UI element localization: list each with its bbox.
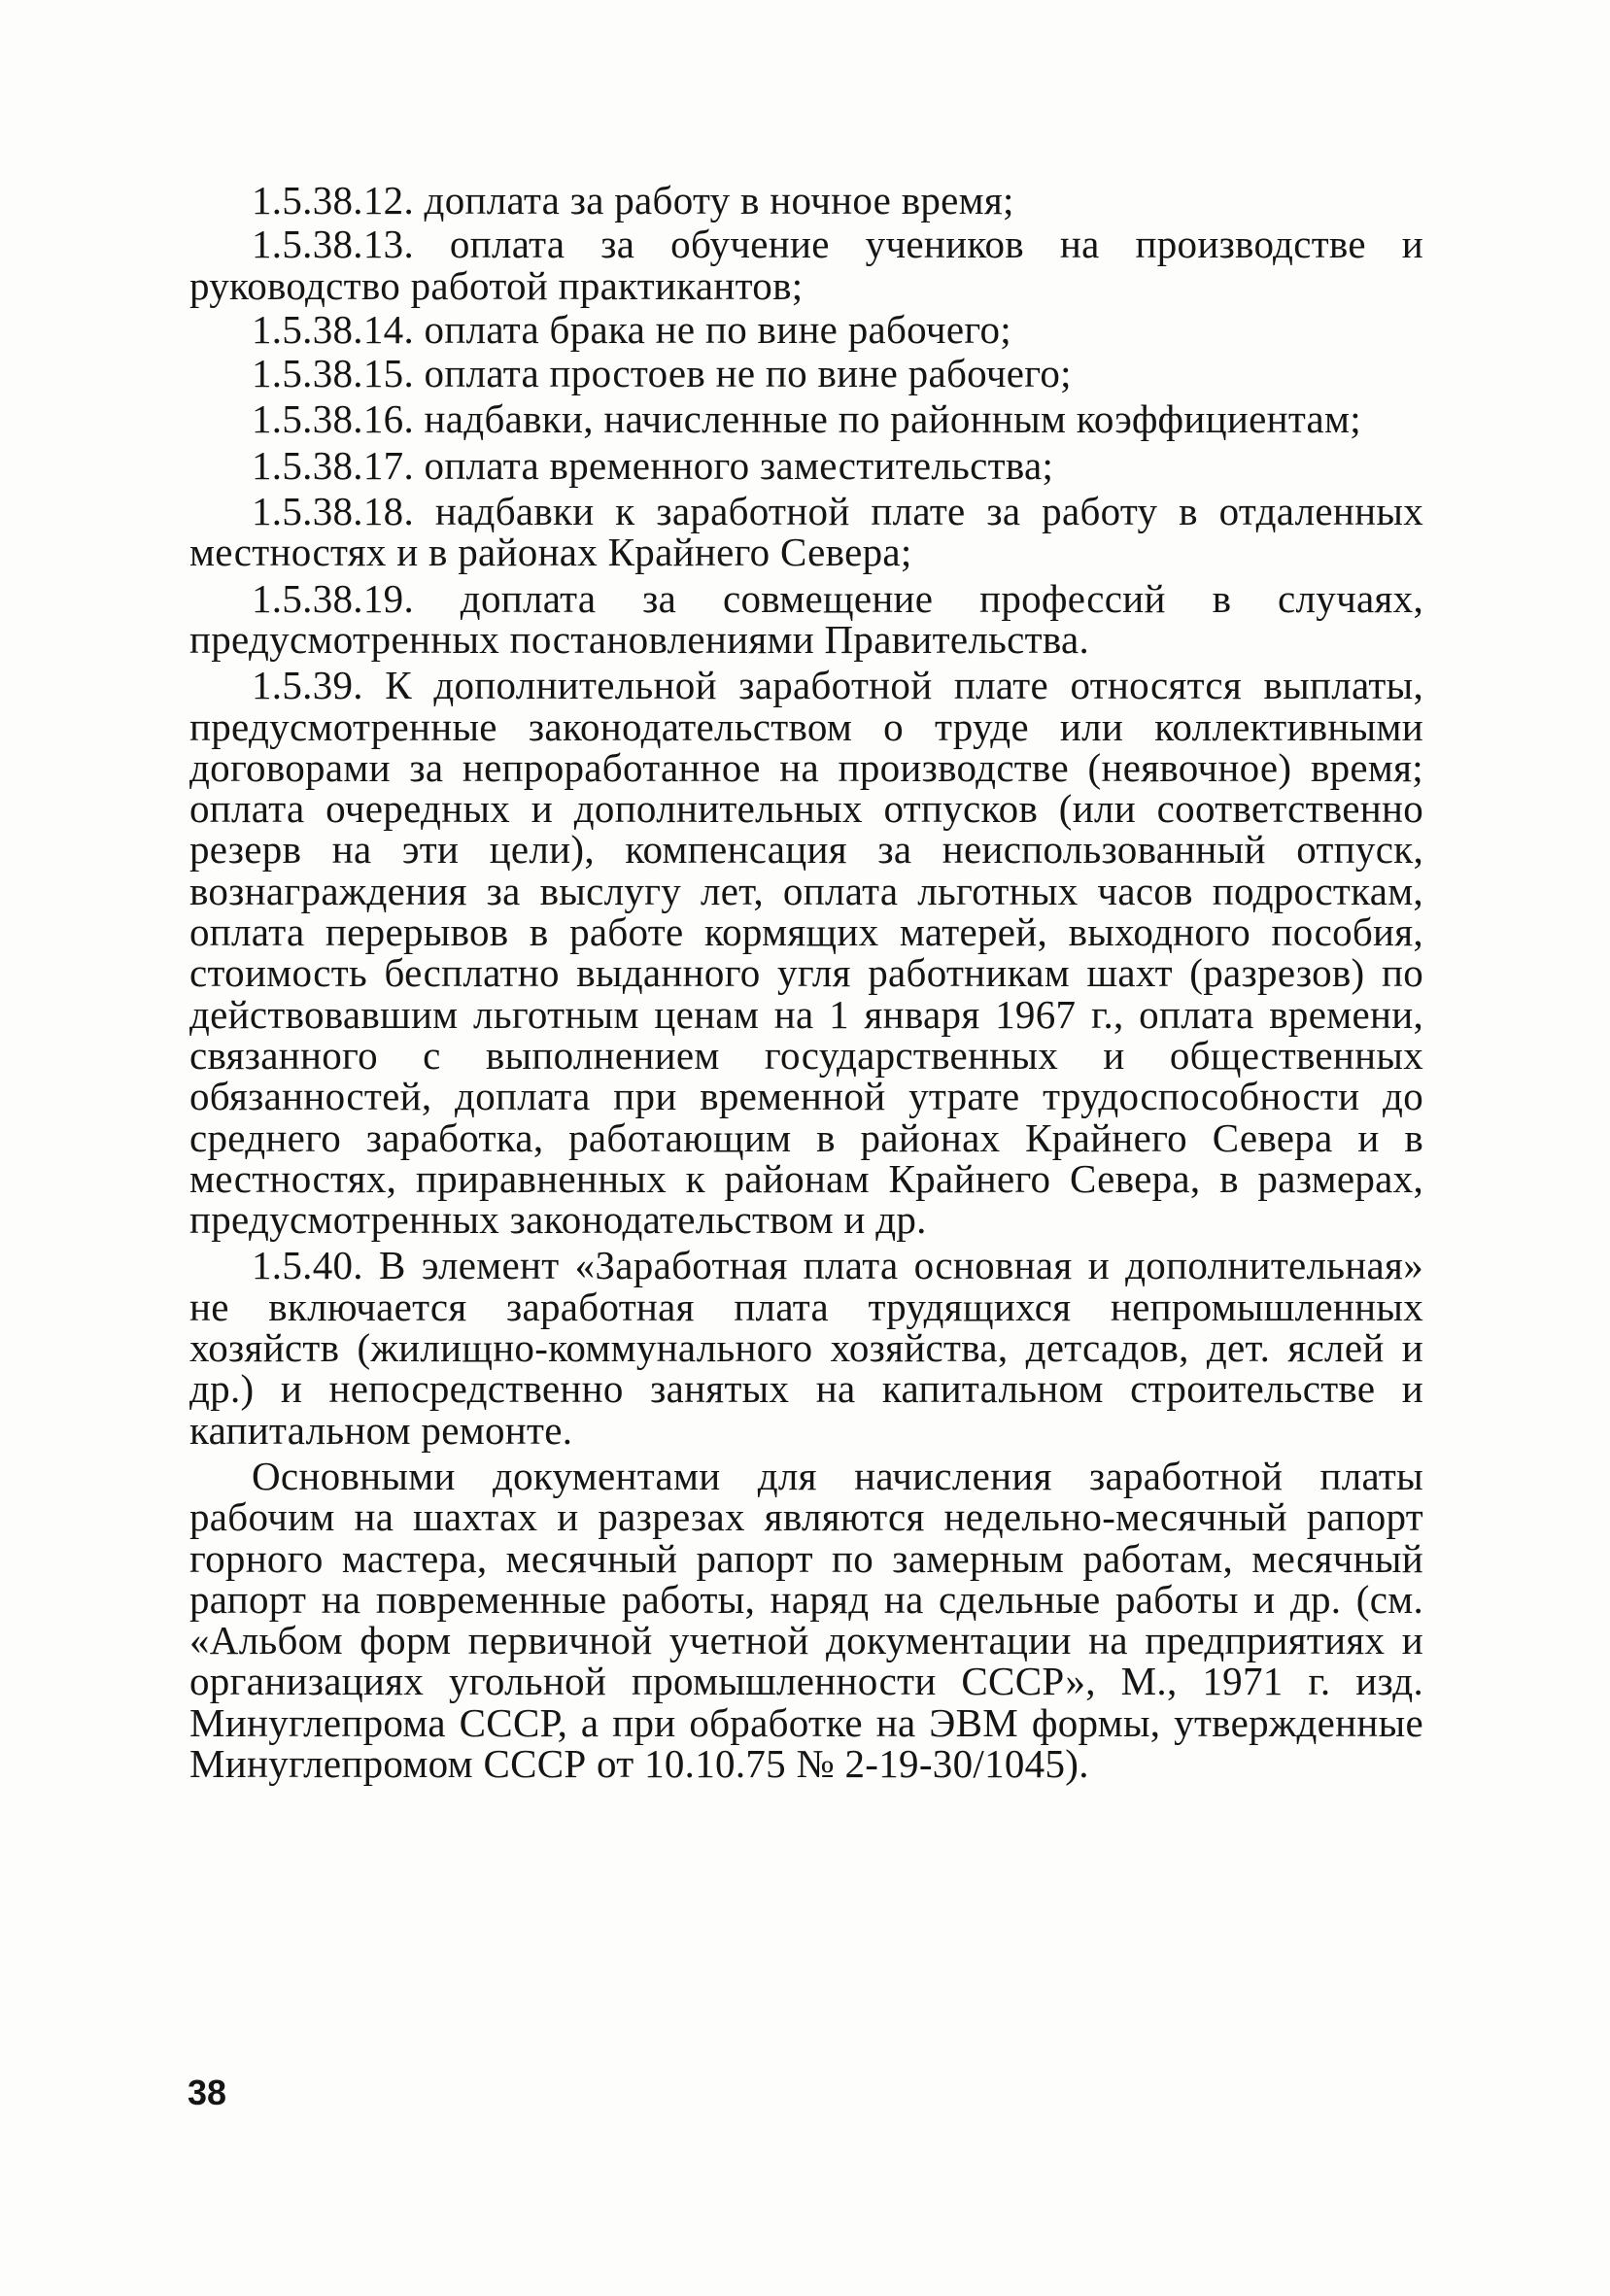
paragraph-1-5-40: 1.5.40. В элемент «Заработная плата основная и дополнительная» не включается заработная плата трудящихся непромышленных хозяйств (жилищно-коммунального хозяйства, детсадов, дет. яслей и др.) и непосредственно занятых на капитальном строительстве и капитальном ремонте.: [189, 1243, 1423, 1453]
paragraph-documents: Основными документами для начисления заработной платы рабочим на шахтах и разрезах являются недельно-месячный рапорт горного мастера, месячный рапорт по замерным работам, месячный рапорт на повременные работы, наряд на сдельные работы и др. (см. «Альбом форм первичной учетной документации на предприятиях и организациях угольной промышленности СССР», М., 1971 г. изд. Минуглепрома СССР, а при обработке на ЭВМ формы, утвержденные Минуглепромом СССР от 10.10.75 № 2-19-30/1045).: [189, 1453, 1423, 1786]
page-number: 38: [188, 2073, 227, 2112]
paragraph-1-5-38-13: 1.5.38.13. оплата за обучение учеников на производстве и руководство работой практикантов;: [189, 222, 1423, 308]
paragraph-1-5-38-16: 1.5.38.16. надбавки, начисленные по районным коэффициентам;: [252, 396, 1361, 442]
paragraph-1-5-38-17: 1.5.38.17. оплата временного заместительства;: [252, 442, 1054, 488]
paragraph-1-5-38-18: 1.5.38.18. надбавки к заработной плате за работу в отдаленных местностях и в районах Крайнего Севера;: [189, 489, 1423, 575]
paragraph-1-5-38-12: 1.5.38.12. доплата за работу в ночное время;: [252, 178, 1014, 223]
paragraph-1-5-38-14: 1.5.38.14. оплата брака не по вине рабочего;: [252, 306, 1011, 352]
paragraph-1-5-38-15: 1.5.38.15. оплата простоев не по вине рабочего;: [252, 351, 1072, 396]
body-text: [189, 180, 1423, 1784]
paragraph-1-5-39: 1.5.39. К дополнительной заработной плате относятся выплаты, предусмотренные законодательством о труде или коллективными договорами за непроработанное на производстве (неявочное) время; оплата очередных и дополнительных отпусков (или соответственно резерв на эти цели), компенсация за неиспользованный отпуск, вознаграждения за выслугу лет, оплата льготных часов подросткам, оплата перерывов в работе кормящих матерей, выходного пособия, стоимость бесплатно выданного угля работникам шахт (разрезов) по действовавшим льготным ценам на 1 января 1967 г., оплата времени, связанного с выполнением государственных и общественных обязанностей, доплата при временной утрате трудоспособности до среднего заработка, работающим в районах Крайнего Севера и в местностях, приравненных к районам Крайнего Севера, в размерах, предусмотренных законодательством и др.: [189, 663, 1423, 1243]
paragraph-1-5-38-19: 1.5.38.19. доплата за совмещение профессий в случаях, предусмотренных постановлениями Правительства.: [189, 575, 1423, 662]
